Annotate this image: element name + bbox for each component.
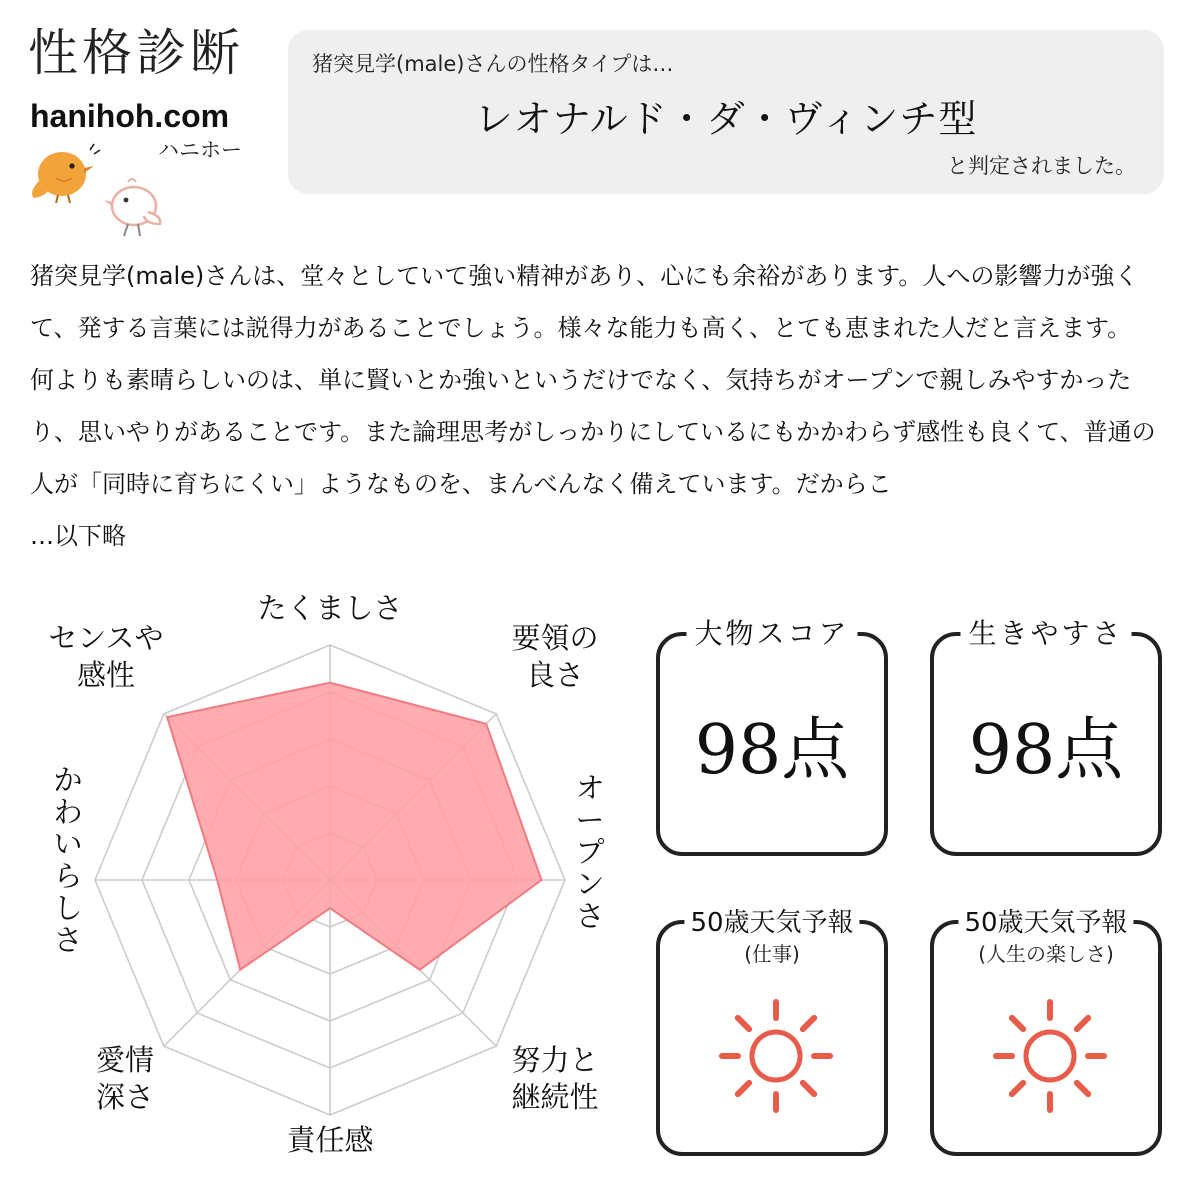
sun-ray [738, 1018, 749, 1029]
radar-axis-label: 愛情深さ [95, 1043, 155, 1114]
omono-score-label: 大物スコア [686, 612, 857, 652]
radar-axis-label: たくましさ [257, 591, 403, 625]
sun-icon [706, 986, 846, 1126]
description [30, 250, 1170, 562]
radar-data-area [167, 683, 541, 970]
description-paragraph-2: 何よりも素晴らしいのは、単に賢いとか強いというだけでなく、気持ちがオープンで親しみやすかったり、思いやりがあることです。また論理思考がしっかりにしているにもかかわらず感性も良くて、普通の人が「同時に育ちにくい」ようなものを、まんべんなく備えています。だからこ [30, 366, 1156, 498]
result-outro: と判定されました。 [947, 154, 1136, 178]
result-box [288, 30, 1164, 194]
orange-bird-icon [32, 144, 100, 203]
result-intro: 猪突見学(male)さんの性格タイプは… [312, 52, 674, 76]
personality-radar-chart [0, 590, 640, 1170]
radar-axis-label: オープンさ [575, 771, 605, 933]
sun-ray [1012, 1083, 1023, 1094]
radar-axis-label: 責任感 [286, 1123, 374, 1157]
omono-score-box [656, 617, 888, 856]
description-ellipsis: …以下略 [30, 522, 126, 550]
radar-axis-label: センスや感性 [48, 621, 164, 692]
sun-ray [803, 1083, 814, 1094]
sun-core [1026, 1032, 1074, 1080]
logo-title: 性格診断 [28, 24, 244, 82]
forecast-work-box [656, 908, 888, 1156]
ikiyasusa-score-label: 生きやすさ [960, 612, 1131, 652]
radar-axis-label: 要領の良さ [511, 621, 599, 692]
forecast-work-label: 50歳天気予報 [684, 902, 859, 939]
result-type: レオナルド・ダ・ヴィンチ型 [474, 97, 978, 141]
sun-ray [1077, 1018, 1088, 1029]
sun-ray [803, 1018, 814, 1029]
ikiyasusa-score-box [930, 617, 1162, 856]
radar-axis-label: 努力と継続性 [511, 1043, 599, 1114]
forecast-life-label: 50歳天気予報 [958, 902, 1133, 939]
omono-score-value: 98点 [694, 711, 850, 790]
forecast-work-sub: (仕事) [744, 942, 800, 966]
sun-ray [1077, 1083, 1088, 1094]
sun-ray [738, 1083, 749, 1094]
forecast-life-sub: (人生の楽しさ) [978, 942, 1114, 966]
sun-ray [1012, 1018, 1023, 1029]
pink-bird-icon [104, 179, 160, 236]
sun-icon [980, 986, 1120, 1126]
ikiyasusa-score-value: 98点 [968, 711, 1124, 790]
forecast-life-box [930, 908, 1162, 1156]
sun-core [752, 1032, 800, 1080]
logo-subtitle: ハニホー [158, 138, 242, 162]
bird-mascots-icon [20, 140, 170, 240]
description-paragraph-1: 猪突見学(male)さんは、堂々としていて強い精神があり、心にも余裕があります。人への影響力が強くて、発する言葉には説得力があることでしょう。様々な能力も高く、とても恵まれた人だと言えます。 [30, 262, 1139, 342]
logo-domain: hanihoh.com [30, 98, 230, 134]
radar-axis-label: かわいらしさ [53, 763, 83, 957]
